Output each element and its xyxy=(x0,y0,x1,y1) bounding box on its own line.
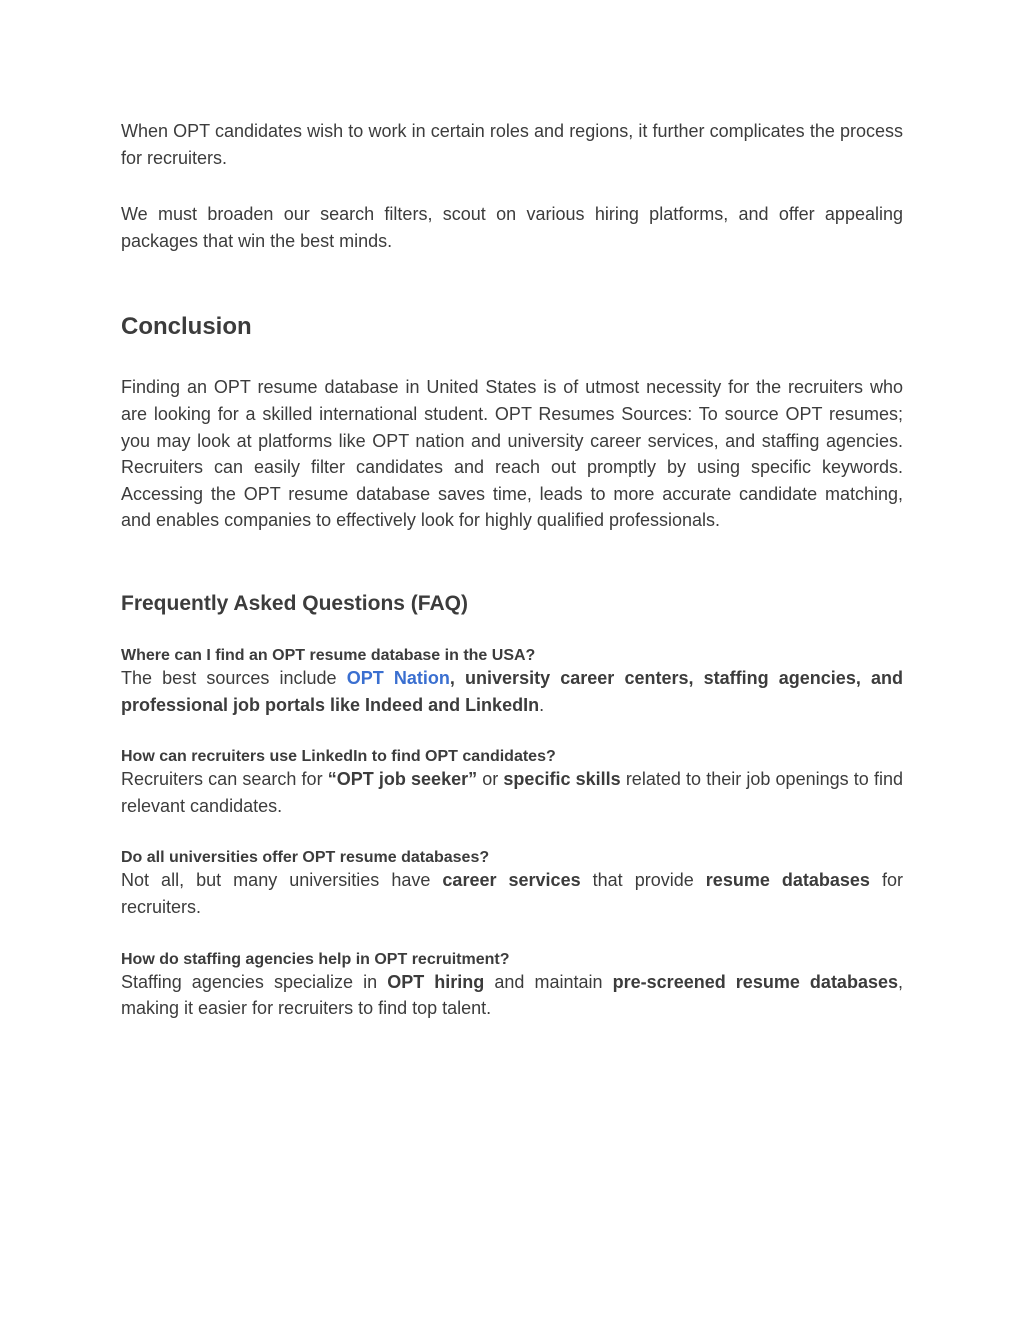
faq-question-3: Do all universities offer OPT resume databases? xyxy=(121,849,490,867)
faq-item-1 xyxy=(121,647,903,718)
faq-answer-4-bold-1: OPT hiring xyxy=(387,971,485,992)
faq-heading: Frequently Asked Questions (FAQ) xyxy=(121,591,468,615)
paragraph-broaden-search: We must broaden our search filters, scout on various hiring platforms, and offer appealing packages that win the best minds. xyxy=(121,204,903,251)
faq-answer-2-suffix: related to their job openings to find relevant candidates. xyxy=(121,769,903,816)
faq-answer-4-bold-2: pre-screened resume databases xyxy=(612,971,898,992)
faq-item-4 xyxy=(121,951,903,1022)
faq-answer-4-prefix: Staffing agencies specialize in xyxy=(121,971,388,992)
document-page xyxy=(121,118,903,1052)
opt-nation-link[interactable]: OPT Nation xyxy=(346,667,450,688)
faq-answer-1-prefix: The best sources include xyxy=(121,667,347,688)
faq-answer-2-prefix: Recruiters can search for xyxy=(121,769,328,790)
faq-answer-1-suffix: . xyxy=(539,694,545,715)
faq-answer-4 xyxy=(121,969,903,1022)
faq-answer-3 xyxy=(121,867,903,920)
faq-question-1: Where can I find an OPT resume database in the USA? xyxy=(121,646,536,664)
faq-question-4: How do staffing agencies help in OPT recruitment? xyxy=(121,950,510,968)
faq-answer-4-mid: and maintain xyxy=(484,971,613,992)
paragraph-opt-roles: When OPT candidates wish to work in certain roles and regions, it further complicates the process for recruiters. xyxy=(121,121,903,168)
faq-answer-3-suffix: for recruiters. xyxy=(121,870,903,917)
faq-answer-2-bold-2: specific skills xyxy=(503,769,621,790)
faq-answer-3-bold-1: career services xyxy=(442,870,581,891)
conclusion-heading: Conclusion xyxy=(121,313,252,341)
faq-answer-2-bold-1: “OPT job seeker” xyxy=(327,769,478,790)
faq-answer-1-bold: , university career centers, staffing agencies, and professional job portals like Indeed and LinkedIn xyxy=(121,667,903,715)
faq-answer-1 xyxy=(121,665,903,718)
faq-answer-3-bold-2: resume databases xyxy=(705,870,870,891)
faq-answer-3-prefix: Not all, but many universities have xyxy=(121,870,443,891)
faq-item-3 xyxy=(121,849,903,920)
faq-question-2: How can recruiters use LinkedIn to find OPT candidates? xyxy=(121,748,556,766)
faq-item-2 xyxy=(121,748,903,819)
faq-answer-3-mid: that provide xyxy=(580,870,706,891)
faq-answer-4-suffix: , making it easier for recruiters to find top talent. xyxy=(121,971,903,1019)
faq-answer-2 xyxy=(121,766,903,819)
conclusion-paragraph: Finding an OPT resume database in United States is of utmost necessity for the recruiters who are looking for a skilled international student. OPT Resumes Sources: To source OPT resumes; you may look at platforms like OPT nation and university career services, and staffing agencies. Recruiters can easily filter candidates and reach out promptly by using specific keywords. Accessing the OPT resume database saves time, leads to more accurate candidate matching, and enables companies to effectively look for highly qualified professionals. xyxy=(121,377,903,531)
faq-answer-2-mid: or xyxy=(477,769,504,790)
